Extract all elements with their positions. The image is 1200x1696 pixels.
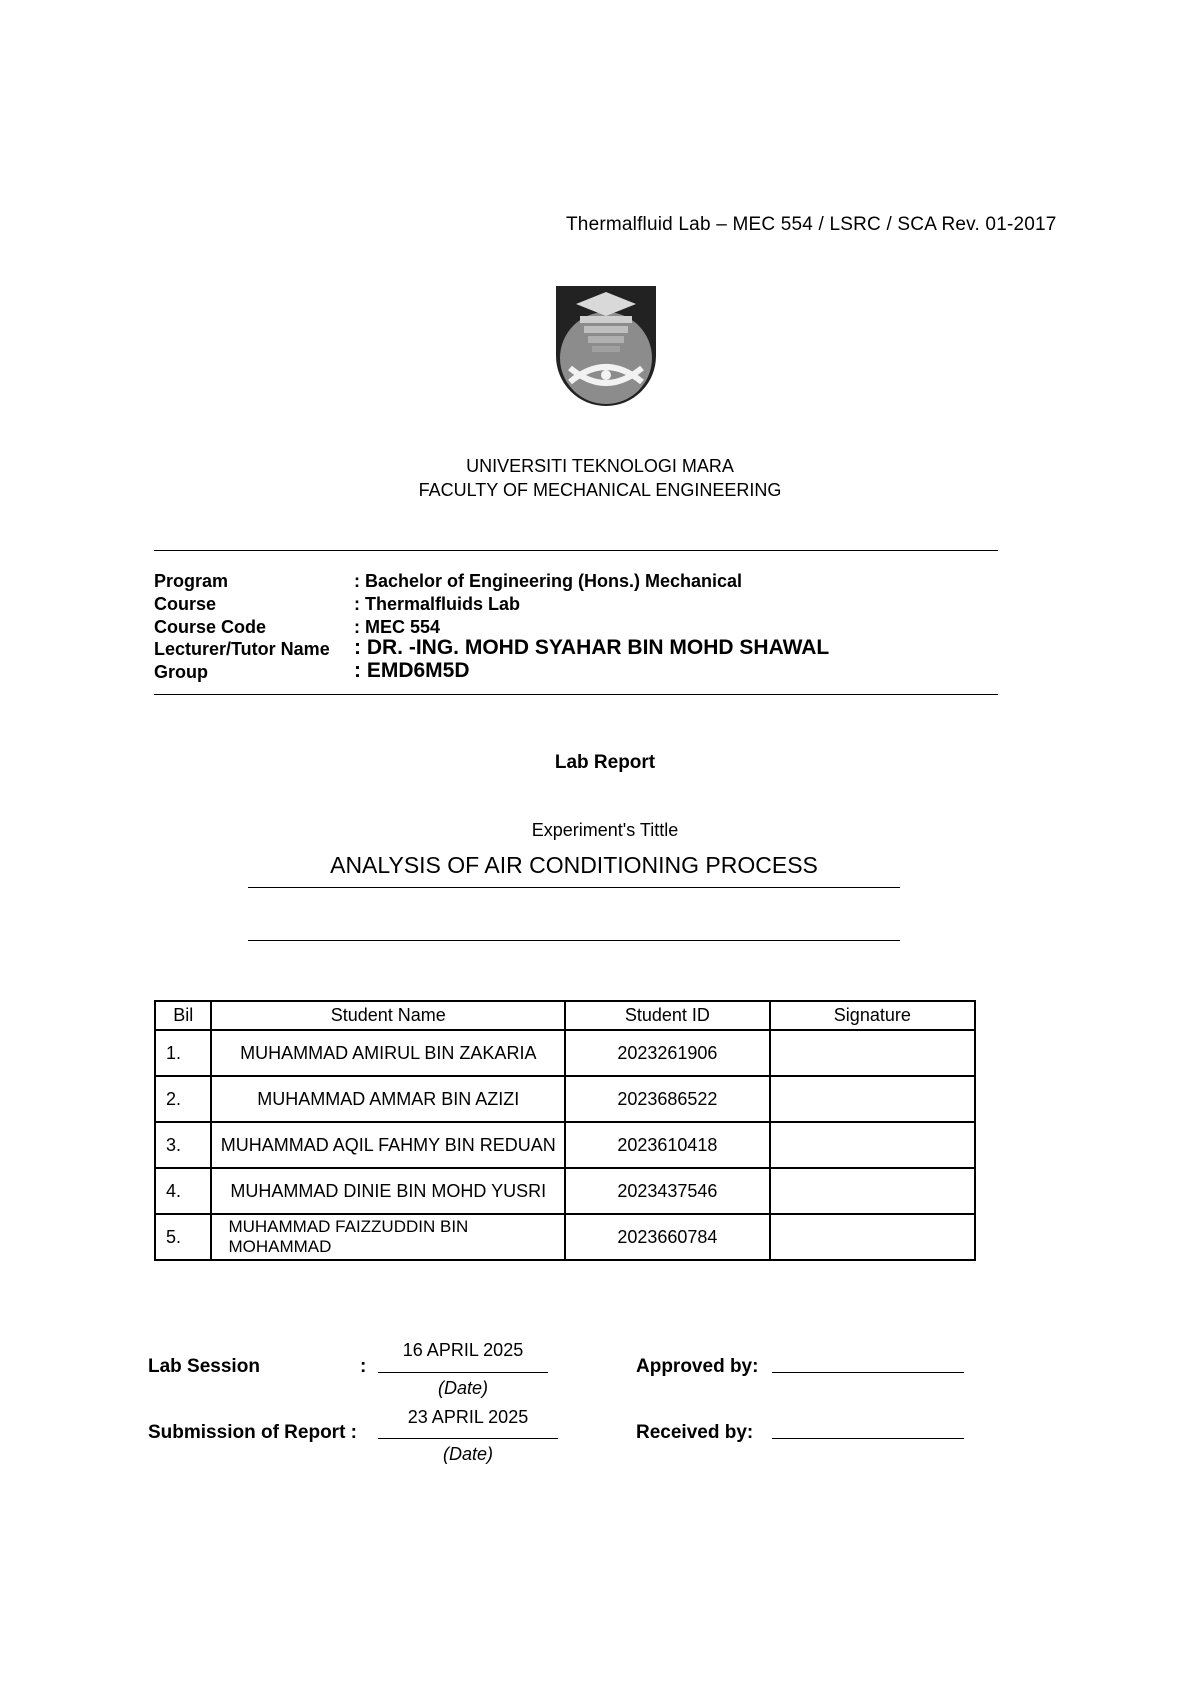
lab-session-date-line — [378, 1372, 548, 1373]
cell-bil: 4. — [155, 1168, 211, 1214]
info-value: : DR. -ING. MOHD SYAHAR BIN MOHD SHAWAL — [354, 636, 830, 659]
info-value: : EMD6M5D — [354, 659, 470, 682]
info-label: Lecturer/Tutor Name — [154, 639, 330, 659]
submission-date-caption: (Date) — [442, 1444, 493, 1464]
submission-date-line — [378, 1438, 558, 1439]
faculty-name: FACULTY OF MECHANICAL ENGINEERING — [418, 480, 782, 500]
info-label: Course — [154, 594, 217, 614]
received-by-signature-line[interactable] — [772, 1438, 964, 1439]
experiment-title-caption: Experiment's Tittle — [531, 820, 679, 840]
document-reference: Thermalfluid Lab – MEC 554 / LSRC / SCA Rev. 01-2017 — [566, 214, 1057, 235]
table-row — [155, 1076, 975, 1122]
cell-student-id: 2023660784 — [565, 1214, 770, 1260]
title-underline-2 — [248, 940, 900, 941]
divider-bottom — [154, 694, 998, 695]
info-label: Course Code — [154, 617, 267, 637]
lab-report-heading: Lab Report — [554, 752, 656, 773]
column-header-bil: Bil — [155, 1001, 211, 1030]
cell-student-name: MUHAMMAD AMMAR BIN AZIZI — [211, 1076, 565, 1122]
cell-student-name: MUHAMMAD DINIE BIN MOHD YUSRI — [211, 1168, 565, 1214]
column-header-name: Student Name — [211, 1001, 565, 1030]
column-header-signature: Signature — [770, 1001, 975, 1030]
info-label: Program — [154, 571, 229, 591]
title-underline — [248, 887, 900, 888]
cell-signature[interactable] — [770, 1168, 975, 1214]
student-table — [154, 1000, 976, 1261]
table-row — [155, 1214, 975, 1260]
info-value: : Bachelor of Engineering (Hons.) Mechanical — [354, 571, 743, 591]
divider-top — [154, 550, 998, 551]
university-name: UNIVERSITI TEKNOLOGI MARA — [466, 456, 734, 476]
cell-signature[interactable] — [770, 1076, 975, 1122]
info-value: : Thermalfluids Lab — [354, 594, 521, 614]
cell-bil: 1. — [155, 1030, 211, 1076]
cell-student-id: 2023686522 — [565, 1076, 770, 1122]
submission-label: Submission of Report : — [148, 1422, 357, 1443]
cell-signature[interactable] — [770, 1214, 975, 1260]
cell-signature[interactable] — [770, 1030, 975, 1076]
cell-bil: 5. — [155, 1214, 211, 1260]
approved-by-signature-line[interactable] — [772, 1372, 964, 1373]
cell-bil: 2. — [155, 1076, 211, 1122]
submission-date: 23 APRIL 2025 — [407, 1407, 529, 1427]
cell-student-id: 2023261906 — [565, 1030, 770, 1076]
university-logo-icon — [556, 286, 656, 406]
info-label: Group — [154, 662, 208, 682]
cell-student-name: MUHAMMAD FAIZZUDDIN BIN MOHAMMAD — [211, 1214, 565, 1260]
column-header-id: Student ID — [565, 1001, 770, 1030]
info-value: : MEC 554 — [354, 617, 441, 637]
experiment-title: ANALYSIS OF AIR CONDITIONING PROCESS — [330, 852, 818, 878]
table-row — [155, 1030, 975, 1076]
cell-student-name: MUHAMMAD AMIRUL BIN ZAKARIA — [211, 1030, 565, 1076]
lab-session-date: 16 APRIL 2025 — [402, 1340, 524, 1360]
approved-by-label: Approved by: — [636, 1356, 759, 1377]
lab-session-colon: : — [360, 1356, 367, 1377]
lab-session-date-caption: (Date) — [437, 1378, 488, 1398]
table-row — [155, 1168, 975, 1214]
lab-session-label: Lab Session — [148, 1356, 260, 1377]
cell-bil: 3. — [155, 1122, 211, 1168]
table-row — [155, 1122, 975, 1168]
table-header-row — [155, 1001, 975, 1030]
cell-student-id: 2023437546 — [565, 1168, 770, 1214]
cell-signature[interactable] — [770, 1122, 975, 1168]
received-by-label: Received by: — [636, 1422, 754, 1443]
cell-student-id: 2023610418 — [565, 1122, 770, 1168]
cell-student-name: MUHAMMAD AQIL FAHMY BIN REDUAN — [211, 1122, 565, 1168]
